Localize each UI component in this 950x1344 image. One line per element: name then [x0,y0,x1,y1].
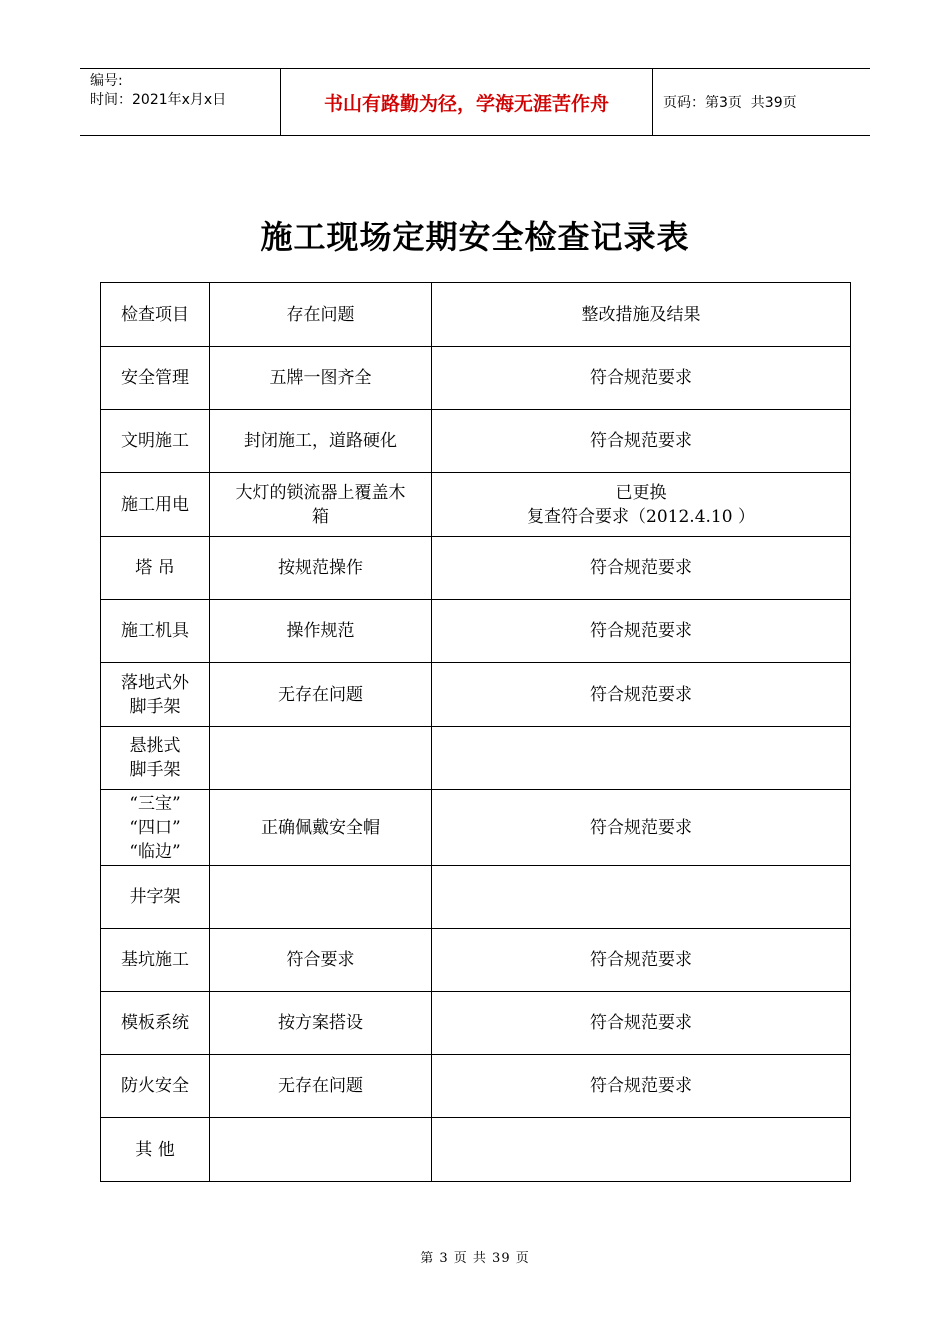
inspection-table [100,282,851,1182]
time-label: 时间：2021年x月x日 [90,92,227,108]
cell-item: 悬挑式 脚手架 [101,727,210,790]
cell-issue: 操作规范 [210,600,432,663]
cell-issue: 符合要求 [210,929,432,992]
cell-result: 已更换 复查符合要求（2012.4.10 ） [432,473,851,537]
cell-item: 文明施工 [101,410,210,473]
cell-item: 井字架 [101,866,210,929]
cell-result: 符合规范要求 [432,929,851,992]
table-row [101,537,851,600]
cell-issue: 按方案搭设 [210,992,432,1055]
page-title: 施工现场定期安全检查记录表 [260,218,690,256]
cell-result: 符合规范要求 [432,663,851,727]
cell-item: 防火安全 [101,1055,210,1118]
cell-item: 安全管理 [101,347,210,410]
column-header-result: 整改措施及结果 [432,283,851,347]
cell-issue: 无存在问题 [210,663,432,727]
cell-item: 落地式外 脚手架 [101,663,210,727]
cell-item: “三宝” “四口” “临边” [101,790,210,866]
cell-result: 符合规范要求 [432,600,851,663]
cell-item: 施工机具 [101,600,210,663]
table-header-row [101,283,851,347]
cell-item: 其 他 [101,1118,210,1182]
cell-issue: 大灯的锁流器上覆盖木 箱 [210,473,432,537]
cell-issue [210,866,432,929]
column-header-issue: 存在问题 [210,283,432,347]
cell-issue: 正确佩戴安全帽 [210,790,432,866]
cell-issue: 无存在问题 [210,1055,432,1118]
cell-result [432,727,851,790]
table-row [101,473,851,537]
cell-item: 塔 吊 [101,537,210,600]
header-page-info: 页码：第3页 共39页 [663,95,797,111]
cell-item: 模板系统 [101,992,210,1055]
number-label: 编号: [90,73,123,89]
cell-result: 符合规范要求 [432,410,851,473]
cell-result: 符合规范要求 [432,992,851,1055]
table-row [101,929,851,992]
table-row [101,600,851,663]
cell-result: 符合规范要求 [432,537,851,600]
cell-item: 施工用电 [101,473,210,537]
cell-issue: 按规范操作 [210,537,432,600]
table-row [101,866,851,929]
cell-result [432,1118,851,1182]
table-row [101,410,851,473]
table-row [101,727,851,790]
table-row [101,1118,851,1182]
cell-result: 符合规范要求 [432,1055,851,1118]
table-row [101,347,851,410]
page-header [80,68,870,136]
cell-issue: 封闭施工，道路硬化 [210,410,432,473]
table-row [101,663,851,727]
cell-issue [210,1118,432,1182]
cell-issue [210,727,432,790]
page-footer: 第 3 页 共 39 页 [420,1251,530,1266]
column-header-item: 检查项目 [101,283,210,347]
header-motto: 书山有路勤为径，学海无涯苦作舟 [281,69,653,135]
cell-result: 符合规范要求 [432,347,851,410]
cell-result: 符合规范要求 [432,790,851,866]
cell-issue: 五牌一图齐全 [210,347,432,410]
cell-item: 基坑施工 [101,929,210,992]
table-row [101,992,851,1055]
header-meta [80,69,281,135]
table-row [101,790,851,866]
cell-result [432,866,851,929]
table-row [101,1055,851,1118]
